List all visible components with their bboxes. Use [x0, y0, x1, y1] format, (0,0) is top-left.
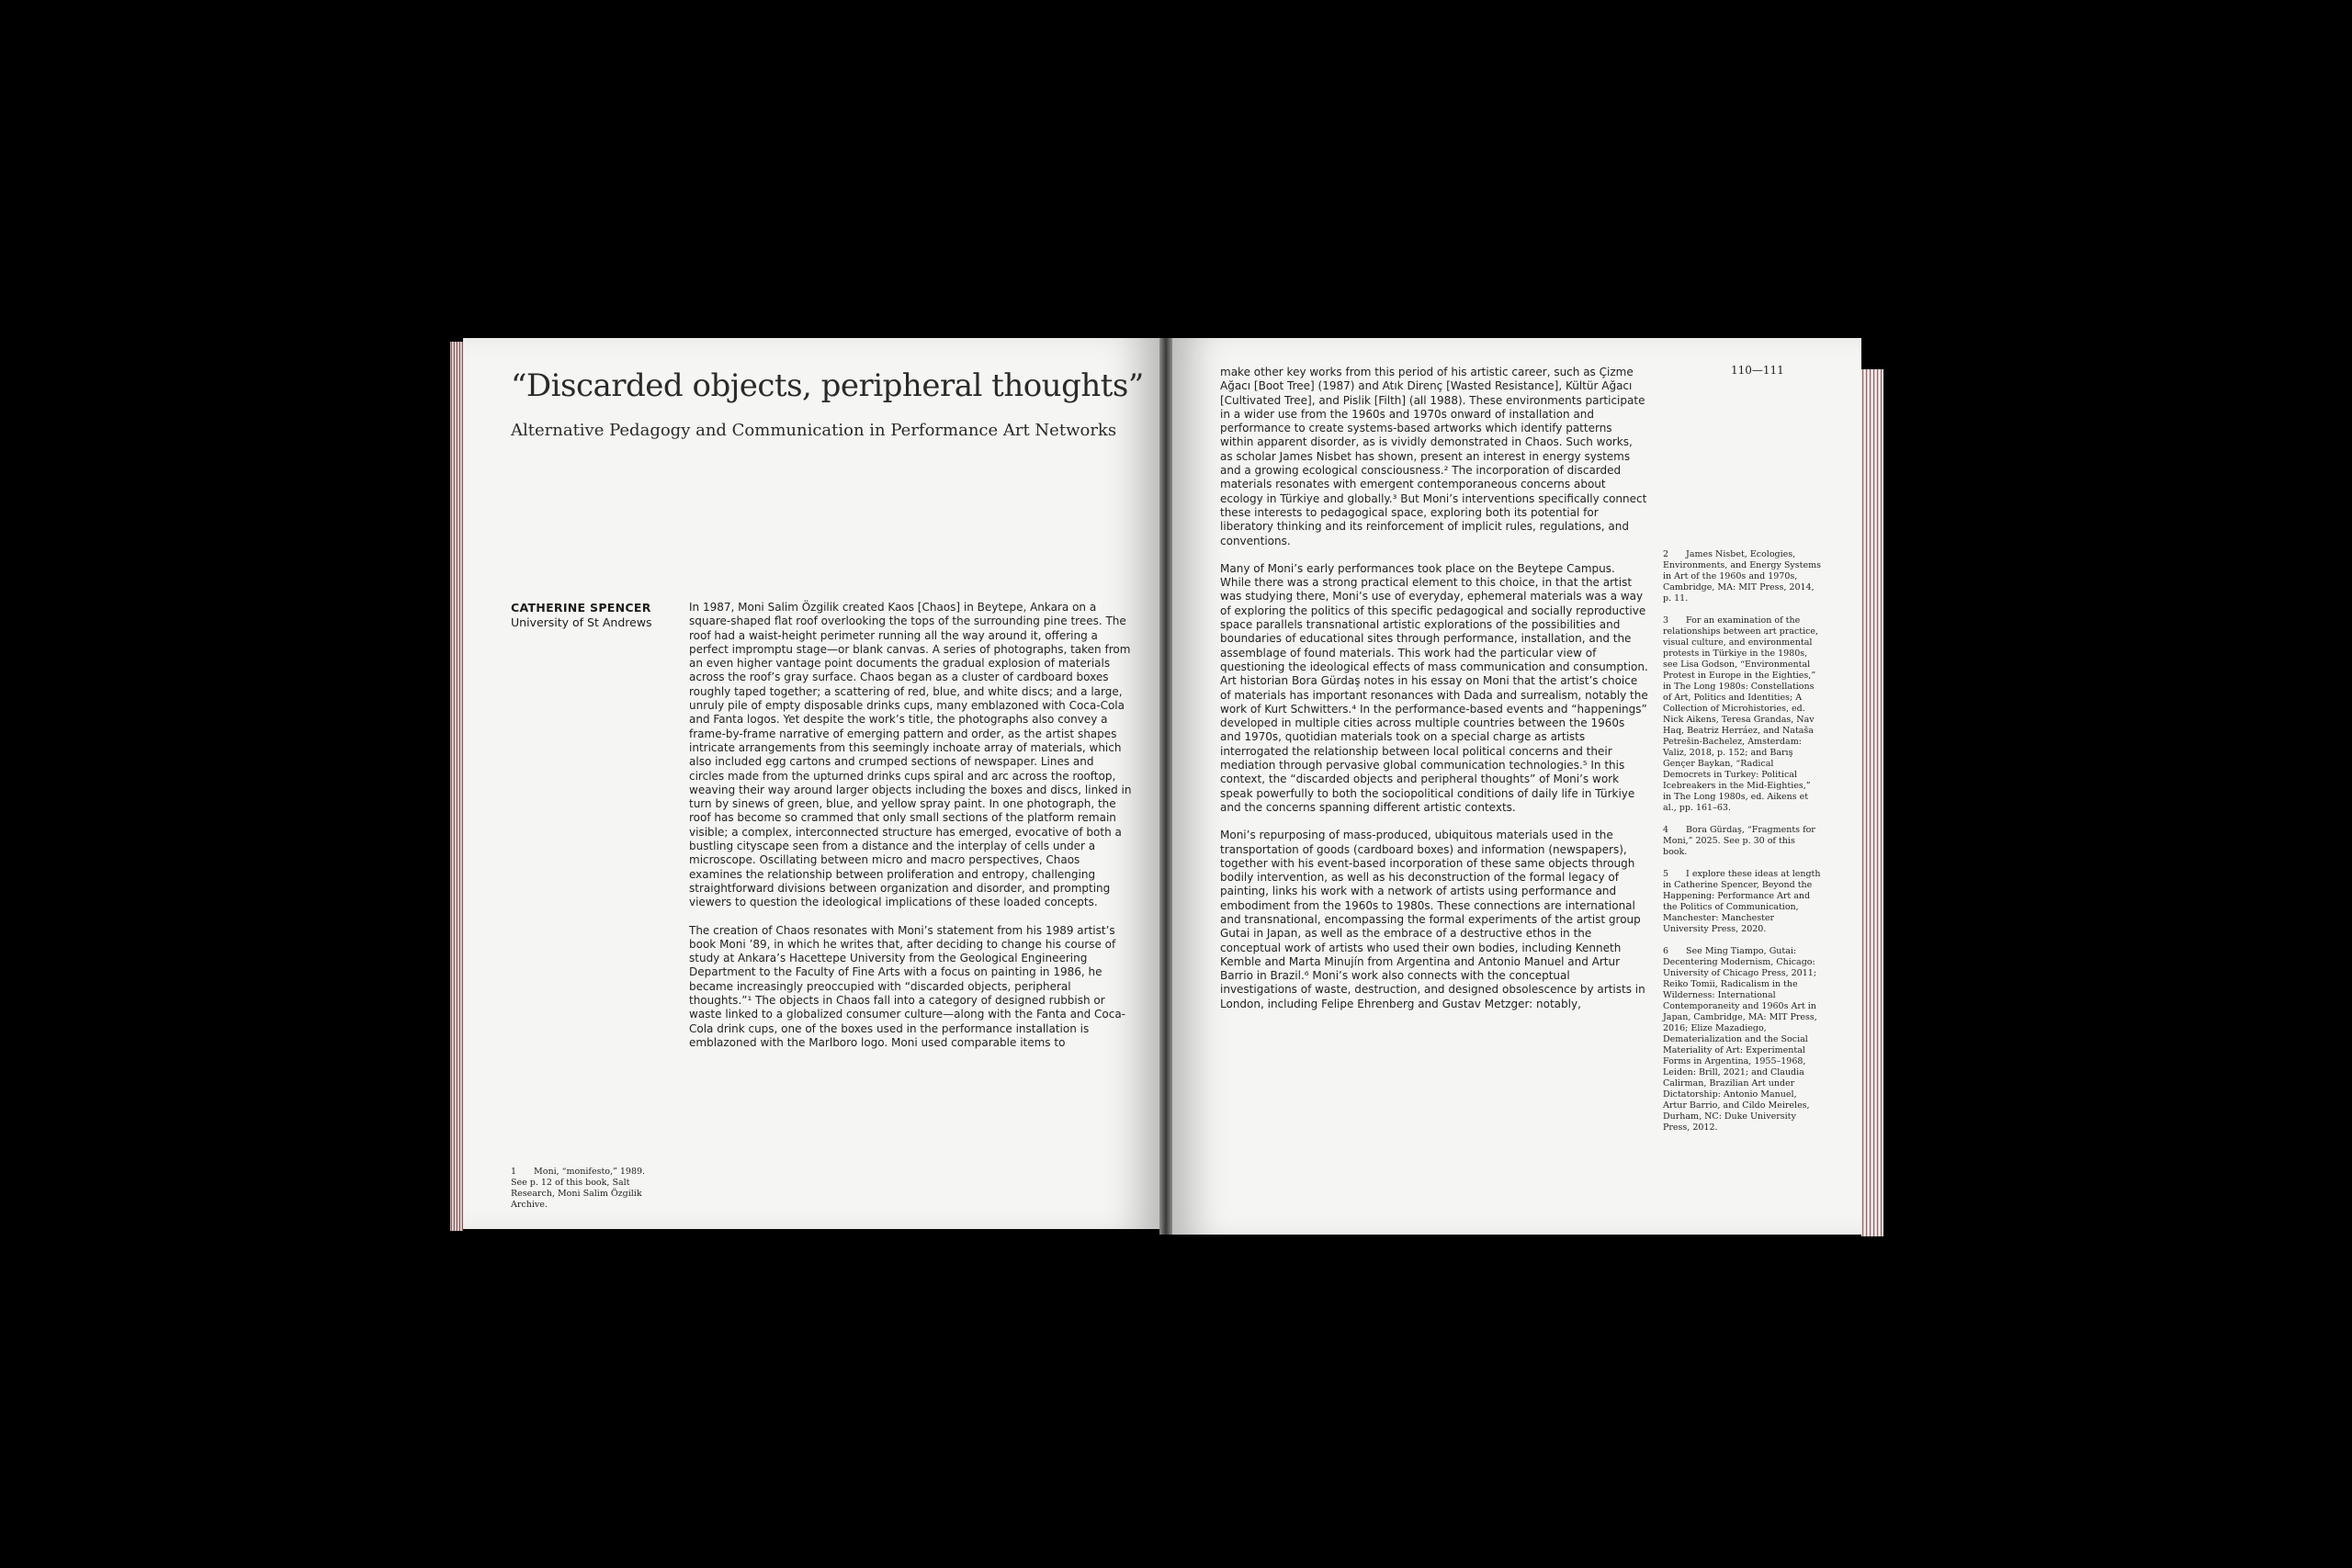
- right-page: [1172, 338, 1861, 1235]
- paragraph: Many of Moni’s early performances took place on the Beytepe Campus. While there was a strong practical element to this choice, in that the artist was studying there, Moni’s use of everyday, ephemeral materials was a way of exploring the politics of this specific pedagogical and socially reproductive space parallels transnational artistic explorations of the possibilities and boundaries of educational sites through performance, installation, and the assemblage of found materials. This work had the particular view of questioning the ideological effects of mass communication and consumption. Art historian Bora Gürdaş notes in his essay on Moni that the artist’s choice of materials has important resonances with Dada and surrealism, notably the work of Kurt Schwitters.⁴ In the performance-based events and “happenings” developed in multiple cities across multiple countries between the 1960s and 1970s, quotidian materials took on a special charge as artists interrogated the relationship between local political concerns and their mediation through pervasive global communication technologies.⁵ In this context, the “discarded objects and peripheral thoughts” of Moni’s work speak powerfully to both the sociopolitical conditions of daily life in Türkiye and the concerns spanning different artistic contexts.: [1220, 561, 1648, 814]
- footnote: 1 Moni, “monifesto,” 1989. See p. 12 of this book, Salt Research, Moni Salim Özgilik Archive.: [511, 1167, 646, 1210]
- paragraph: Moni’s repurposing of mass-produced, ubiquitous materials used in the transportation of goods (cardboard boxes) and information (newspapers), together with his event-based incorporation of these same objects through bodily intervention, as well as his deconstruction of the formal legacy of painting, links his work with a network of artists using performance and embodiment from the 1960s to 1980s. These connections are international and transnational, encompassing the formal experiments of the artist group Gutai in Japan, as well as the embrace of a destructive ethos in the conceptual work of artists who used their own bodies, including Kenneth Kemble and Marta Minujín from Argentina and Antonio Manuel and Artur Barrio in Brazil.⁶ Moni’s work also connects with the conceptual investigations of waste, destruction, and designed obsolescence by artists in London, including Felipe Ehrenberg and Gustav Metzger: notably,: [1220, 829, 1645, 1010]
- footnote: 3 For an examination of the relationships between art practice, visual culture, and environmental protests in Türkiye in the 1980s, see Lisa Godson, “Environmental Protest in Europe in the Eighties,” in The Long 1980s: Constellations of Art, Politics and Identities; A Collection of Microhistories, ed. Nick Aikens, Teresa Grandas, Nav Haq, Beatriz Herráez, and Nataša Petrešin-Bachelez, Amsterdam: Valiz, 2018, p. 152; and Barış Gençer Baykan, “Radical Democrets in Turkey: Political Icebreakers in the Mid-Eighties,” in The Long 1980s, ed. Aikens et al., pp. 161–63.: [1663, 615, 1819, 813]
- paragraph: make other key works from this period of his artistic career, such as Çizme Ağacı [Boot Tree] (1987) and Atık Direnç [Wasted Resistance], Kültür Ağacı [Cultivated Tree], and Pislik [Filth] (all 1988). These environments participate in a wider use from the 1960s and 1970s onward of installation and performance to create systems-based artworks which identify patterns within apparent disorder, as is vividly demonstrated in Chaos. Such works, as scholar James Nisbet has shown, present an interest in energy systems and a growing ecological consciousness.² The incorporation of discarded materials resonates with emergent contemporaneous concerns about ecology in Türkiye and globally.³ But Moni’s interventions specifically connect these interests to pedagogical space, exploring both its potential for liberatory thinking and its reinforcement of implicit rules, regulations, and conventions.: [1220, 366, 1647, 547]
- footnote: 2 James Nisbet, Ecologies, Environments, and Energy Systems in Art of the 1960s and 1970s, Cambridge, MA: MIT Press, 2014, p. 11.: [1663, 549, 1821, 604]
- book-gutter: [1159, 338, 1172, 1235]
- left-page: [463, 338, 1159, 1229]
- author-block: [511, 601, 652, 630]
- paragraph: The creation of Chaos resonates with Moni’s statement from his 1989 artist’s book Moni ’89, in which he writes that, after deciding to change his course of study at Ankara’s Hacettepe University from the Geological Engineering Department to the Faculty of Fine Arts with a focus on painting in 1986, he became increasingly preoccupied with “discarded objects, peripheral thoughts.”¹ The objects in Chaos fall into a category of designed rubbish or waste linked to a globalized consumer culture—along with the Fanta and Coca-Cola drink cups, one of the boxes used in the performance installation is emblazoned with the Marlboro logo. Moni used comparable items to: [689, 923, 1126, 1049]
- footnote: 4 Bora Gürdaş, “Fragments for Moni,” 2025. See p. 30 of this book.: [1663, 825, 1815, 857]
- right-body-text: [1220, 366, 1648, 1025]
- footnote: 6 See Ming Tiampo, Gutai: Decentering Modernism, Chicago: University of Chicago Press, 2011; Reiko Tomii, Radicalism in the Wilderness: International Contemporaneity and 1960s Art in Japan, Cambridge, MA: MIT Press, 2016; Elize Mazadiego, Dematerialization and the Social Materiality of Art: Experimental Forms in Argentina, 1955–1968, Leiden: Brill, 2021; and Claudia Calirman, Brazilian Art under Dictatorship: Antonio Manuel, Artur Barrio, and Cildo Meireles, Durham, NC: Duke University Press, 2012.: [1663, 946, 1817, 1133]
- article-title: “Discarded objects, peripheral thoughts”: [511, 367, 1144, 404]
- open-book: [450, 338, 1883, 1238]
- page-numbers: 110—111: [1731, 364, 1784, 377]
- footnote: 5 I explore these ideas at length in Catherine Spencer, Beyond the Happening: Performance Art and the Politics of Communication, Manchester: Manchester University Press, 2020.: [1663, 869, 1821, 934]
- page-edges-left: [450, 342, 463, 1231]
- article-subtitle: Alternative Pedagogy and Communication in Performance Art Networks: [511, 421, 1117, 440]
- footnotes-column: [1663, 549, 1821, 1145]
- author-affiliation: University of St Andrews: [511, 615, 652, 629]
- author-name: CATHERINE SPENCER: [511, 601, 651, 615]
- page-edges-right: [1861, 369, 1883, 1236]
- paragraph: In 1987, Moni Salim Özgilik created Kaos [Chaos] in Beytepe, Ankara on a square-shaped flat roof overlooking the tops of the surrounding pine trees. The roof had a waist-height perimeter running all the way around it, offering a perfect impromptu stage—or blank canvas. A series of photographs, taken from an even higher vantage point documents the gradual explosion of materials across the roof’s gray surface. Chaos began as a cluster of cardboard boxes roughly taped together; a scattering of red, blue, and white discs; and a large, unruly pile of empty disposable drinks cups, many emblazoned with Coca-Cola and Fanta logos. Yet despite the work’s title, the photographs also convey a frame-by-frame narrative of emerging pattern and order, as the artist shapes intricate arrangements from this seemingly inchoate array of materials, which also included egg cartons and crumped sections of newspaper. Lines and circles made from the upturned drinks cups spiral and arc across the rooftop, weaving their way around larger objects including the boxes and discs, linked in turn by sinews of green, blue, and yellow spray paint. In one photograph, the roof has become so crammed that only small sections of the platform remain visible; a complex, interconnected structure has emerged, evocative of both a bustling cityscape seen from a distance and the interplay of cells under a microscope. Oscillating between micro and macro perspectives, Chaos examines the relationship between proliferation and entropy, challenging straightforward divisions between organization and disorder, and prompting viewers to question the ideological implications of these loaded concepts.: [689, 601, 1132, 909]
- left-body-text: [689, 601, 1132, 1064]
